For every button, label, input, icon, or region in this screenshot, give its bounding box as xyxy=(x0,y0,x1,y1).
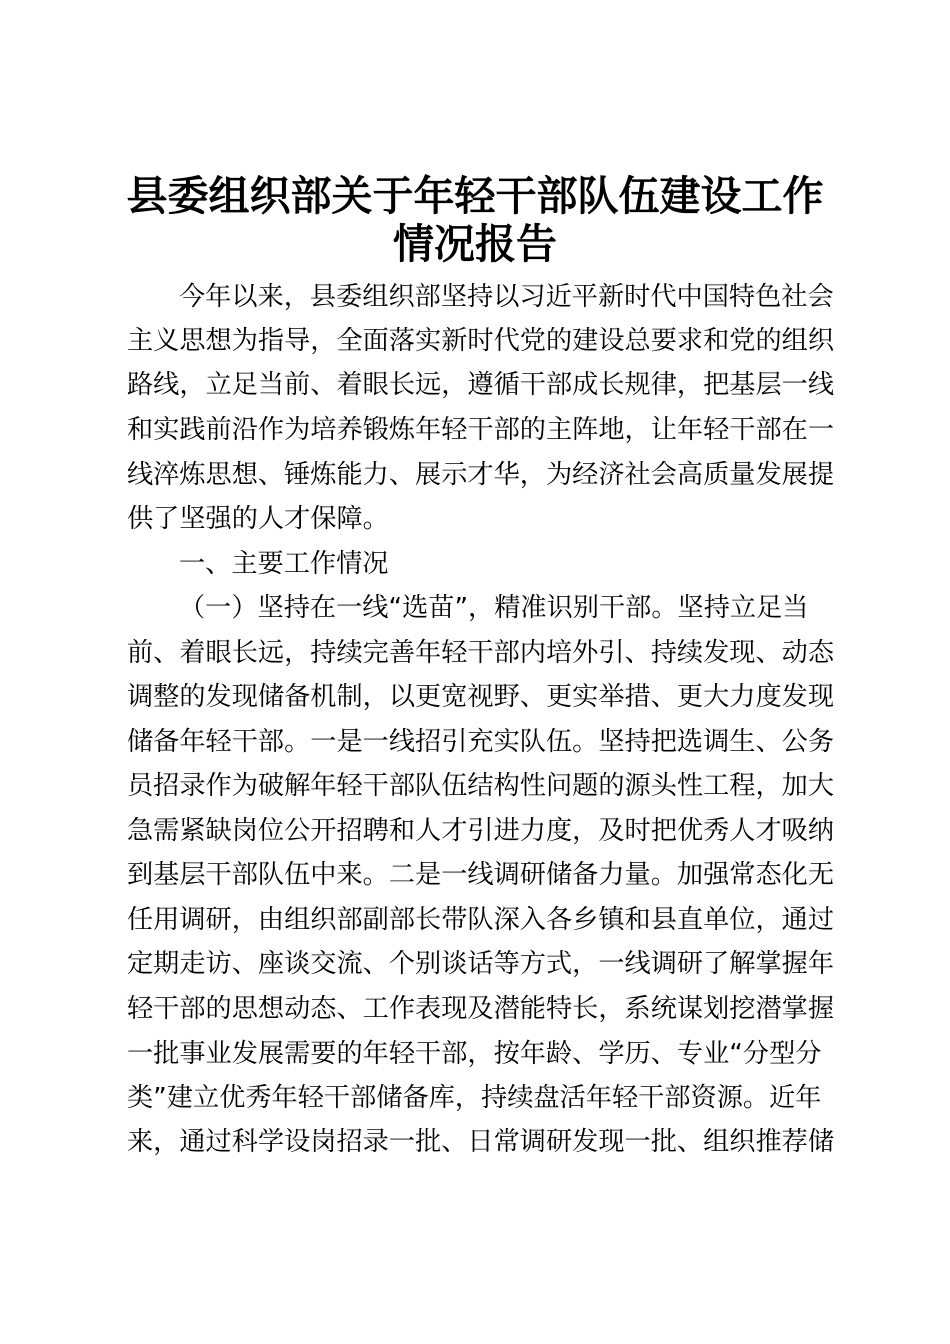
body-line: 和实践前沿作为培养锻炼年轻干部的主阵地，让年轻干部在一 xyxy=(127,415,835,445)
body-line: 类”建立优秀年轻干部储备库，持续盘活年轻干部资源。近年 xyxy=(127,1083,822,1113)
body-line: 主义思想为指导，全面落实新时代党的建设总要求和党的组织 xyxy=(127,326,835,356)
document-title-line-2: 情况报告 xyxy=(393,220,557,268)
body-line: 供了坚强的人才保障。 xyxy=(127,504,389,534)
section-heading: 一、主要工作情况 xyxy=(179,549,389,579)
body-line: 来，通过科学设岗招录一批、日常调研发现一批、组织推荐储 xyxy=(127,1127,835,1157)
body-line: 到基层干部队伍中来。二是一线调研储备力量。加强常态化无 xyxy=(127,860,835,890)
body-line: （一）坚持在一线“选苗”，精准识别干部。坚持立足当 xyxy=(179,593,809,623)
body-line: 轻干部的思想动态、工作表现及潜能特长，系统谋划挖潜掌握 xyxy=(127,994,835,1024)
body-line: 任用调研，由组织部副部长带队深入各乡镇和县直单位，通过 xyxy=(127,905,835,935)
body-line: 今年以来，县委组织部坚持以习近平新时代中国特色社会 xyxy=(179,282,834,312)
body-line: 急需紧缺岗位公开招聘和人才引进力度，及时把优秀人才吸纳 xyxy=(127,816,835,846)
body-line: 员招录作为破解年轻干部队伍结构性问题的源头性工程，加大 xyxy=(127,771,835,801)
body-line: 前、着眼长远，持续完善年轻干部内培外引、持续发现、动态 xyxy=(127,638,835,668)
body-line: 线淬炼思想、锤炼能力、展示才华，为经济社会高质量发展提 xyxy=(127,460,835,490)
body-line: 定期走访、座谈交流、个别谈话等方式，一线调研了解掌握年 xyxy=(127,949,835,979)
body-line: 一批事业发展需要的年轻干部，按年龄、学历、专业“分型分 xyxy=(127,1039,822,1069)
document-title-line-1: 县委组织部关于年轻干部队伍建设工作 xyxy=(126,172,824,220)
body-line: 路线，立足当前、着眼长远，遵循干部成长规律，把基层一线 xyxy=(127,370,835,400)
body-line: 储备年轻干部。一是一线招引充实队伍。坚持把选调生、公务 xyxy=(127,727,835,757)
body-line: 调整的发现储备机制，以更宽视野、更实举措、更大力度发现 xyxy=(127,682,835,712)
